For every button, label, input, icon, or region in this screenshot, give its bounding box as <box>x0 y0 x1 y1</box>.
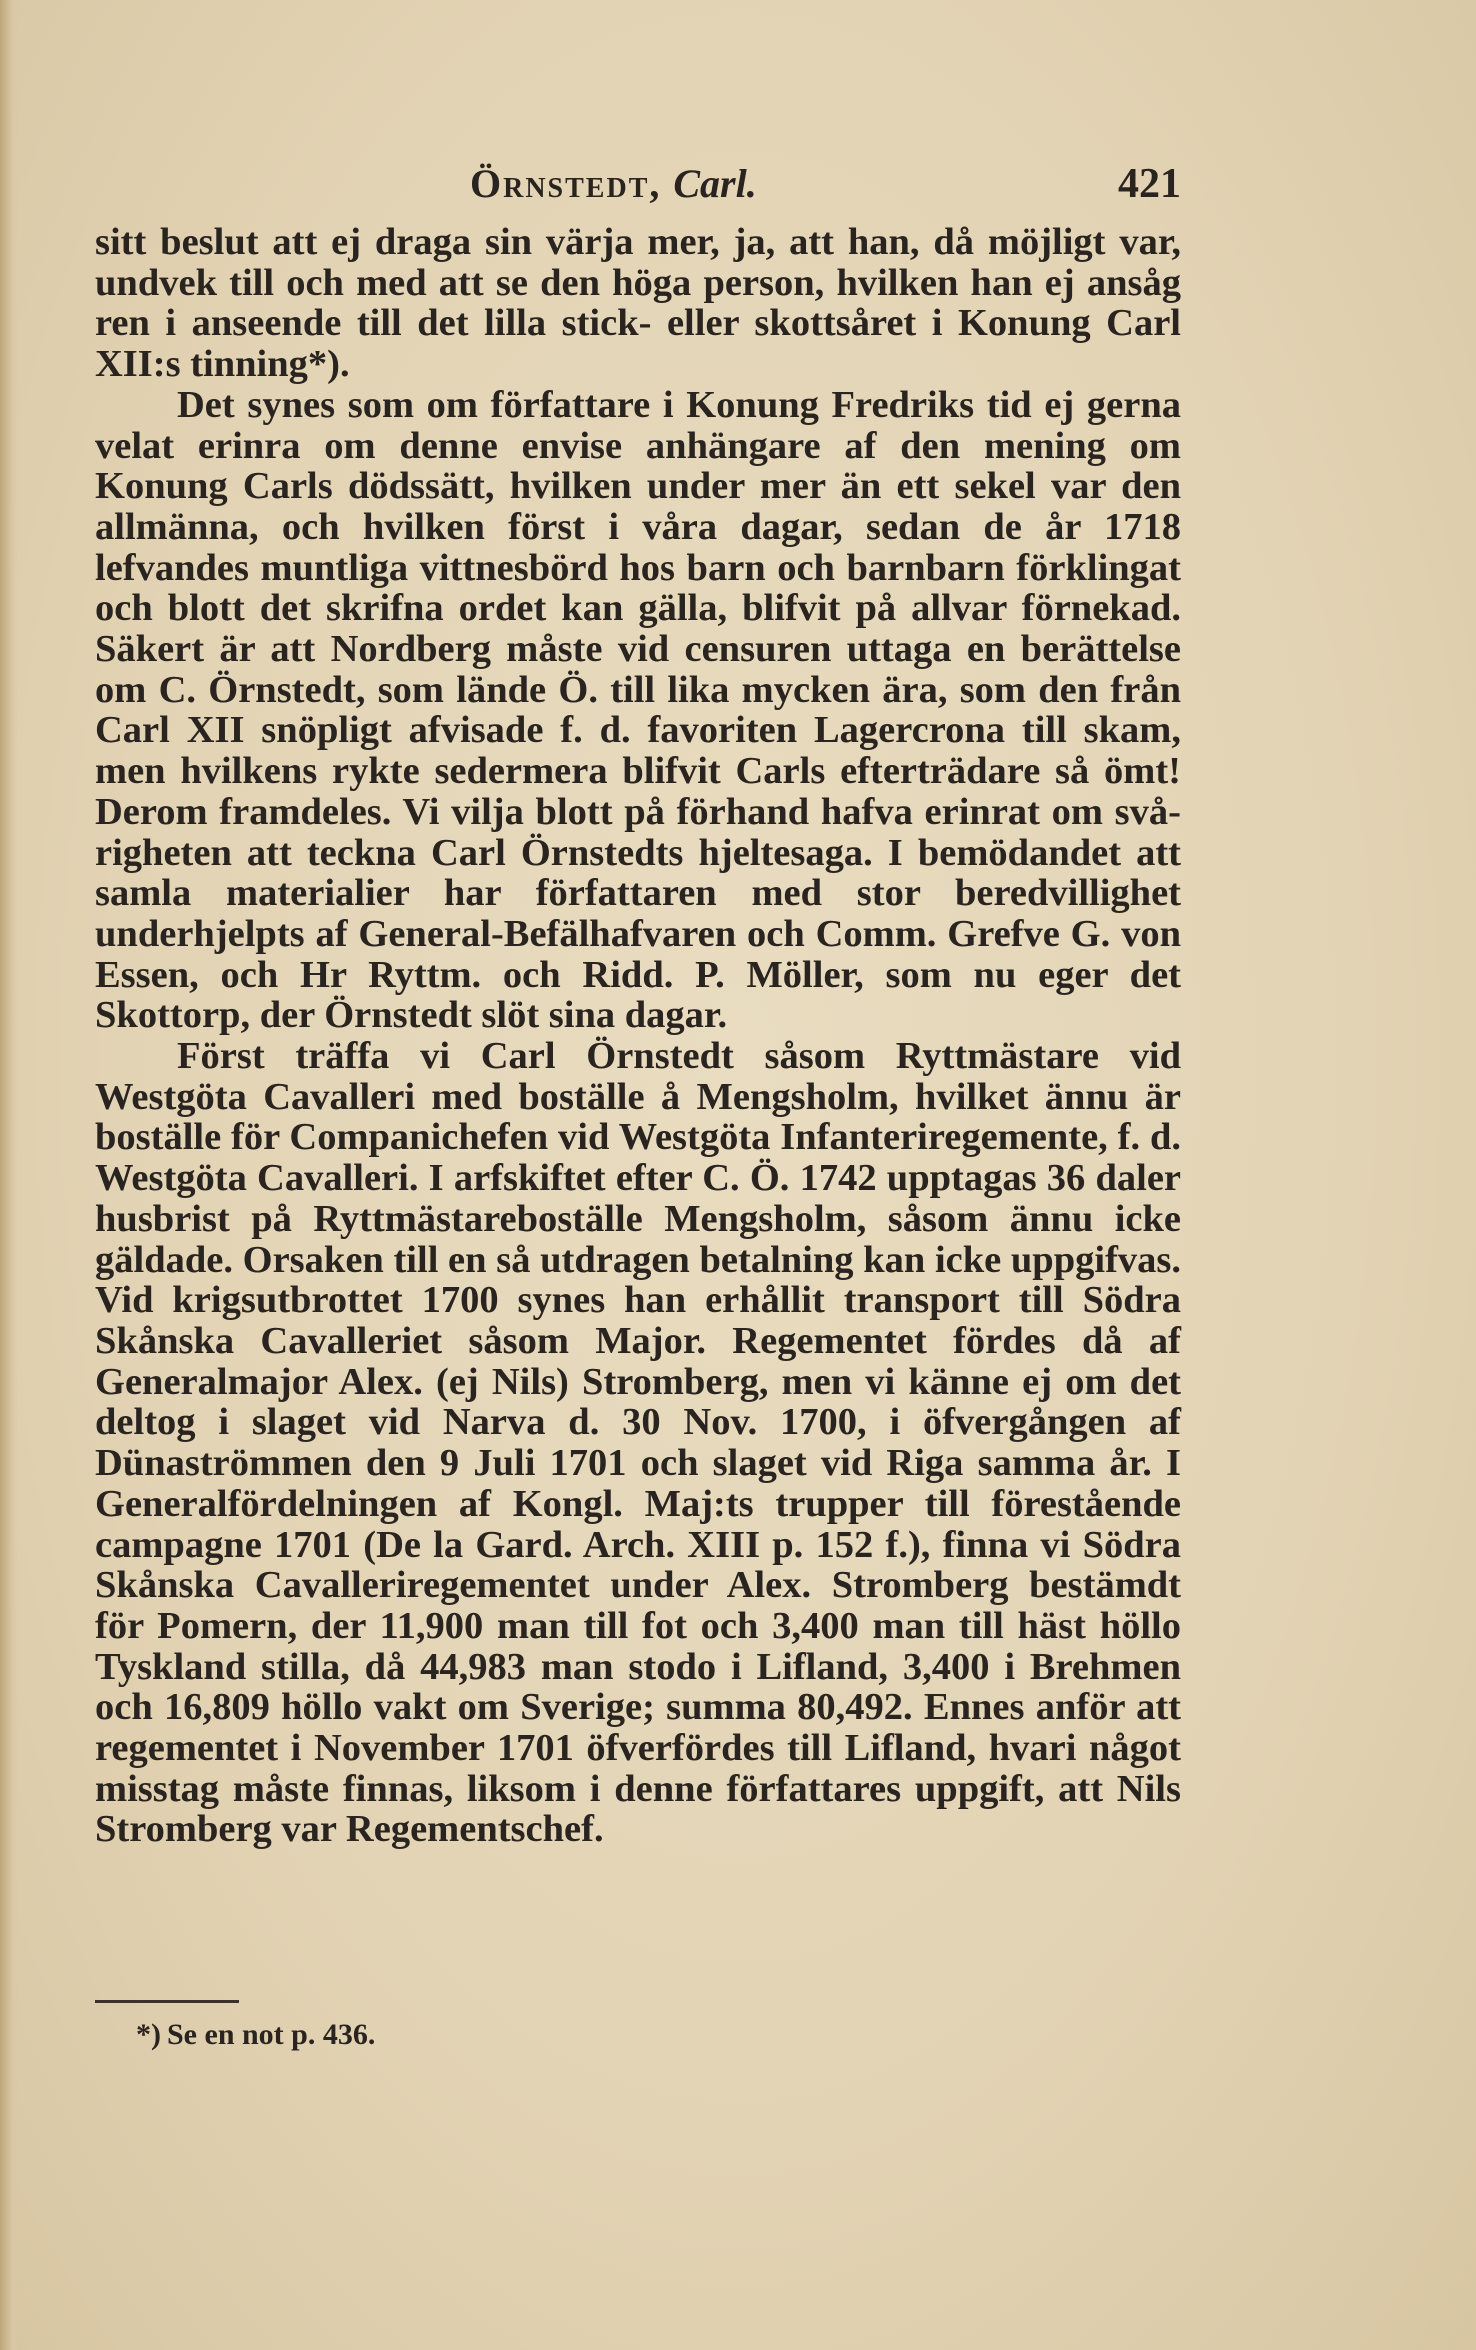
paragraph: Först träffa vi Carl Örnstedt såsom Ryttmästare vid Westgöta Cavalleri med boställe å Mengsholm, hvilket ännu är boställe för Companichefen vid Westgöta Infanteriregemente, f. d. Westgöta Cavalleri. I arfskiftet efter C. Ö. 1742 upptagas 36 daler husbrist på Ryttmästareboställe Mengsholm, såsom ännu icke gäldade. Orsaken till en så utdragen betalning kan icke uppgifvas. Vid krigsutbrottet 1700 synes han erhållit transport till Södra Skånska Cavalleriet såsom Major. Regementet fördes då af Generalmajor Alex. (ej Nils) Stromberg, men vi känne ej om det deltog i slaget vid Narva d. 30 Nov. 1700, i öfvergången af Dünaströmmen den 9 Juli 1701 och slaget vid Riga samma år. I Generalfördelningen af Kongl. Maj:ts trupper till förestående campagne 1701 (De la Gard. Arch. XIII p. 152 f.), finna vi Södra Skånska Cavalleriregementet under Alex. Stromberg bestämdt för Pomern, der 11,900 man till fot och 3,400 man till häst höllo Tyskland stilla, då 44,983 man stodo i Lifland, 3,400 i Brehmen och 16,809 höllo vakt om Sverige; summa 80,492. Ennes anför att regementet i November 1701 öfverfördes till Lifland, hvari något misstag måste finnas, liksom i denne författares uppgift, att Nils Stromberg var Regementschef. <box>95 1035 1181 1851</box>
footnote-mark: *) <box>136 2018 161 2051</box>
footnote-rule <box>95 2000 239 2003</box>
paragraph: sitt beslut att ej draga sin värja mer, ja, att han, då möjligt var, undvek till och med att se den höga person, hvilken han ej ansåg ren i anseende till det lilla stick- eller skottsåret i Konung Carl XII:s tinning*). <box>95 221 1181 386</box>
page-header <box>95 160 1181 220</box>
body-text <box>95 222 1181 1850</box>
running-head-surname: Örnstedt, <box>470 161 662 206</box>
footnote <box>136 2018 375 2052</box>
page-binding-edge <box>0 0 18 2350</box>
footnote-text: Se en not p. 436. <box>167 2018 376 2051</box>
running-head-given-name: Carl. <box>673 161 757 206</box>
paragraph: Det synes som om författare i Konung Fredriks tid ej gerna velat erinra om denne envise anhängare af den mening om Konung Carls dödssätt, hvilken under mer än ett sekel var den allmänna, och hvilken först i våra dagar, sedan de år 1718 lefvandes muntliga vittnesbörd hos barn och barnbarn förklingat och blott det skrifna ordet kan gälla, blifvit på allvar förnekad. Säkert är att Nordberg måste vid censuren uttaga en berättelse om C. Örnstedt, som lände Ö. till lika mycken ära, som den från Carl XII snöpligt afvisade f. d. favoriten Lagercrona till skam, men hvilkens rykte sedermera blifvit Carls efterträdare så ömt! Derom framdeles. Vi vilja blott på förhand hafva erinrat om svårigheten att teckna Carl Örnstedts hjeltesaga. I bemödandet att samla materialier har författaren med stor beredvillighet underhjelpts af General-Befälhafvaren och Comm. Grefve G. von Essen, och Hr Ryttm. och Ridd. P. Möller, som nu eger det Skottorp, der Örnstedt slöt sina dagar. <box>95 383 1181 1037</box>
page-number: 421 <box>1118 161 1181 207</box>
running-head <box>470 160 757 207</box>
